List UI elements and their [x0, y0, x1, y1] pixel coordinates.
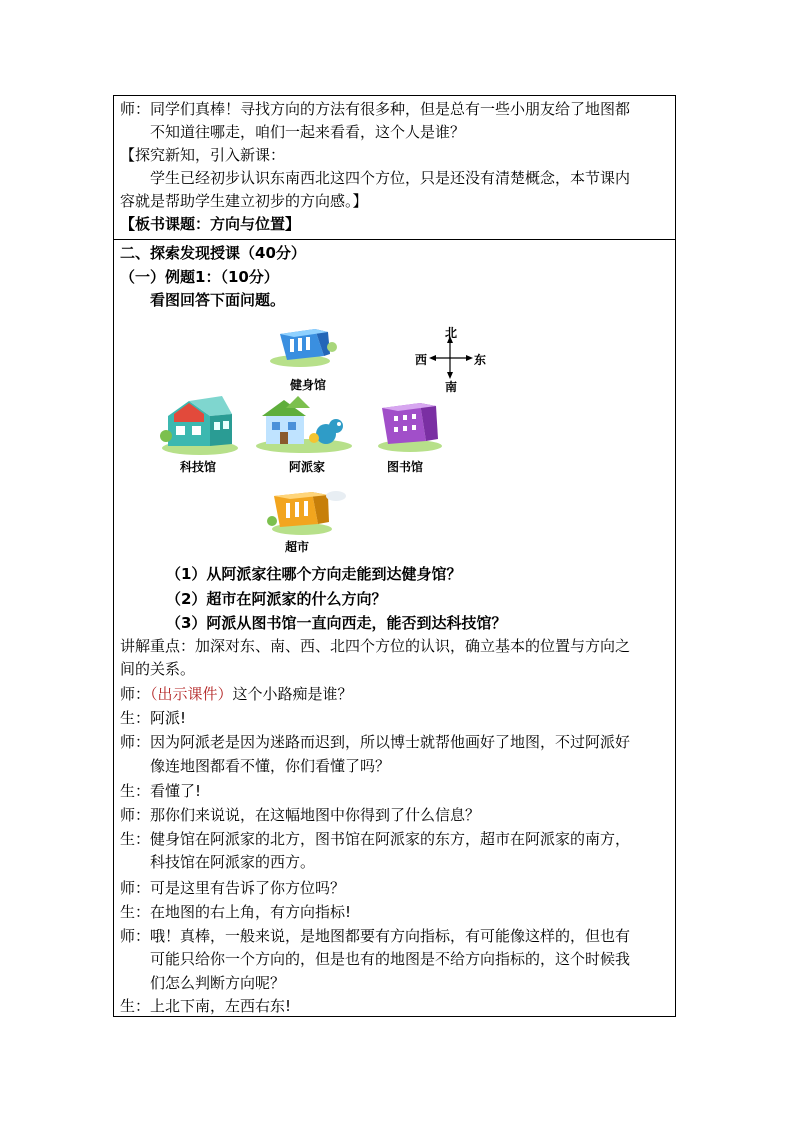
- apai-home-icon: [256, 396, 352, 453]
- teacher-line-2b: 像连地图都看不懂，你们看懂了吗？: [150, 757, 391, 775]
- gym-building-icon: [270, 329, 337, 367]
- courseware-note: （出示课件）: [150, 685, 233, 703]
- student-line-5: 生：上北下南，左西右东!: [120, 997, 292, 1015]
- compass-north-label: 北: [445, 326, 458, 340]
- intro-line-5: 容就是帮助学生建立初步的方向感。】: [120, 192, 368, 210]
- compass-east-label: 东: [474, 353, 487, 367]
- science-museum-icon: [160, 396, 238, 455]
- example-title: （一）例题1：（10分）: [120, 268, 279, 286]
- science-museum-label: 科技馆: [180, 460, 217, 474]
- teacher-line-5b: 可能只给你一个方向的，但是也有的地图是不给方向指标的，这个时候我: [150, 950, 631, 968]
- teacher-line-4: 师：可是这里有告诉了你方位吗？: [120, 879, 346, 897]
- key-point-line-1: 讲解重点：加深对东、南、西、北四个方位的认识，确立基本的位置与方向之: [120, 637, 631, 655]
- gym-label: 健身馆: [290, 378, 327, 392]
- section-title: 二、探索发现授课（40分）: [120, 244, 306, 262]
- apai-home-label: 阿派家: [289, 460, 326, 474]
- intro-line-2: 不知道往哪走，咱们一起来看看，这个人是谁？: [150, 123, 466, 141]
- student-line-1: 生：阿派!: [120, 709, 187, 727]
- teacher-line-2a: 师：因为阿派老是因为迷路而迟到，所以博士就帮他画好了地图，不过阿派好: [120, 733, 631, 751]
- supermarket-label: 超市: [285, 540, 310, 554]
- compass-icon: [429, 336, 473, 379]
- intro-line-3: 【探究新知，引入新课：: [120, 146, 286, 164]
- map-prompt: 看图回答下面问题。: [150, 291, 286, 309]
- teacher-line-5c: 们怎么判断方向呢？: [150, 974, 286, 992]
- teacher-line-1: [120, 683, 353, 705]
- speaker-teacher: 师：: [120, 685, 151, 703]
- student-line-2: 生：看懂了!: [120, 782, 202, 800]
- intro-line-1: 师：同学们真棒！寻找方向的方法有很多种，但是总有一些小朋友给了地图都: [120, 100, 631, 118]
- supermarket-building-icon: [267, 491, 346, 535]
- intro-line-4: 学生已经初步认识东南西北这四个方位，只是还没有清楚概念，本节课内: [150, 169, 631, 187]
- student-line-3a: 生：健身馆在阿派家的北方，图书馆在阿派家的东方，超市在阿派家的南方，: [120, 830, 631, 848]
- teacher-line-3: 师：那你们来说说，在这幅地图中你得到了什么信息？: [120, 806, 481, 824]
- board-topic: 【板书课题：方向与位置】: [120, 215, 301, 233]
- teacher-line-5a: 师：哦！真棒，一般来说，是地图都要有方向指标，有可能像这样的，但也有: [120, 927, 631, 945]
- lesson-table: [113, 95, 676, 1017]
- compass-west-label: 西: [415, 353, 428, 367]
- key-point-line-2: 间的关系。: [120, 660, 196, 678]
- question-2: （2）超市在阿派家的什么方向？: [166, 590, 387, 608]
- student-line-4: 生：在地图的右上角，有方向指标!: [120, 903, 352, 921]
- compass-south-label: 南: [445, 380, 458, 394]
- teacher-line-1-text: 这个小路痴是谁？: [232, 685, 353, 703]
- library-building-icon: [378, 403, 442, 452]
- question-3: （3）阿派从图书馆一直向西走，能否到达科技馆？: [166, 614, 507, 632]
- question-1: （1）从阿派家往哪个方向走能到达健身馆？: [166, 565, 462, 583]
- library-label: 图书馆: [387, 460, 424, 474]
- student-line-3b: 科技馆在阿派家的西方。: [150, 853, 316, 871]
